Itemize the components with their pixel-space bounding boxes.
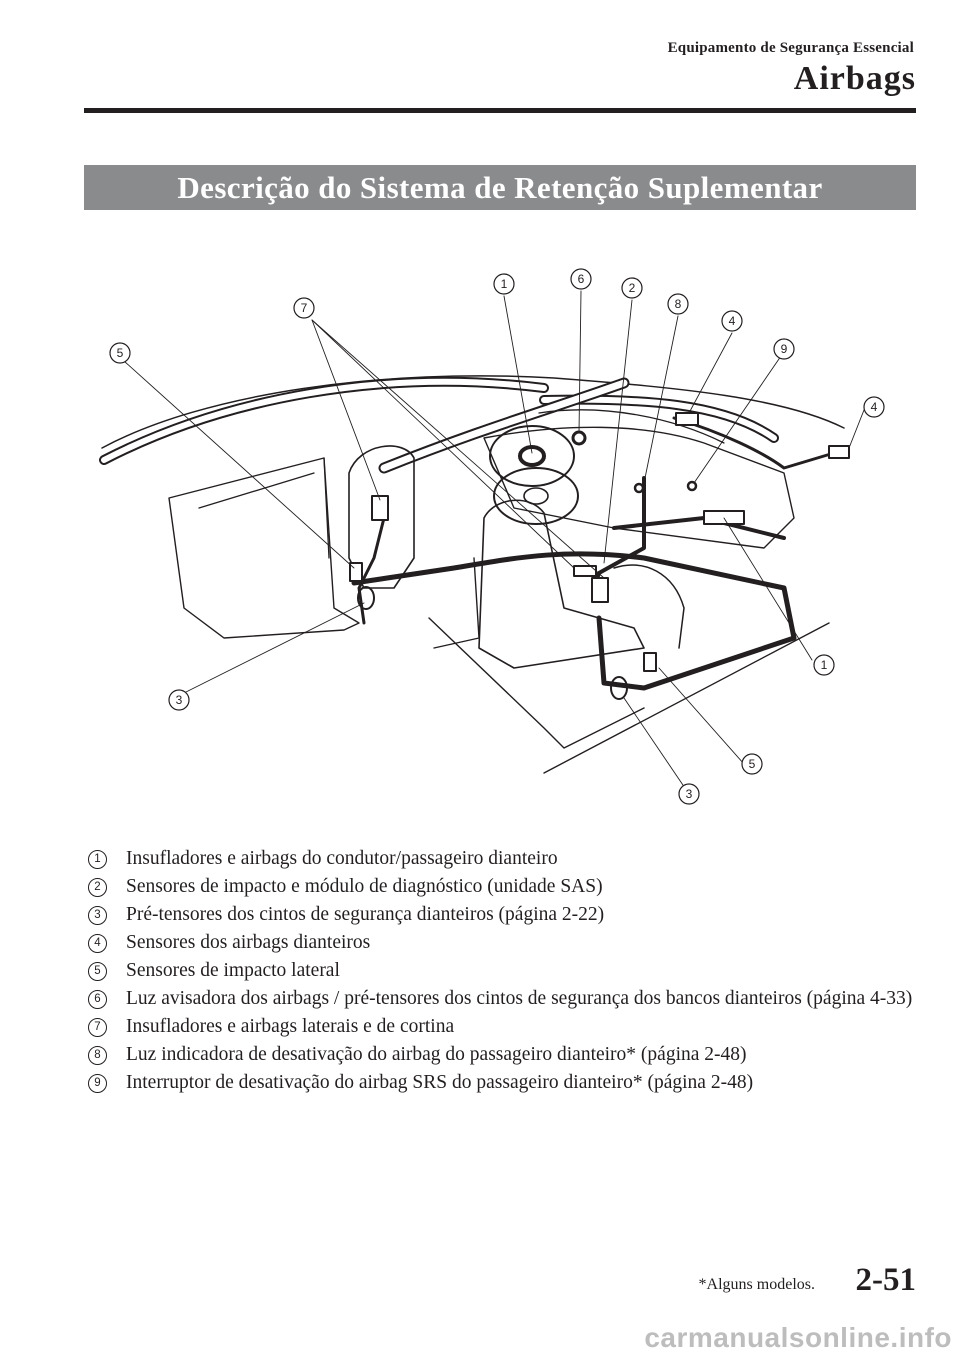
legend-text: Sensores de impacto e módulo de diagnóstico (unidade SAS) xyxy=(126,876,603,897)
legend-item xyxy=(88,873,918,901)
callout-5-bottom: 5 xyxy=(748,757,756,771)
rear-door-outline xyxy=(169,458,359,638)
legend-number: 3 xyxy=(88,906,107,925)
steering-wheel-pass xyxy=(494,468,578,524)
legend-number: 4 xyxy=(88,934,107,953)
rear-window xyxy=(199,473,314,508)
callout-2: 2 xyxy=(628,281,636,295)
page-title: Airbags xyxy=(793,60,916,97)
right-harness xyxy=(614,518,784,538)
side-sensor-right xyxy=(644,653,656,671)
callout-7: 7 xyxy=(300,301,308,315)
legend-item xyxy=(88,1069,918,1097)
watermark: carmanualsonline.info xyxy=(644,1322,952,1353)
legend-text: Pré-tensores dos cintos de segurança dianteiros (página 2-22) xyxy=(126,904,605,925)
callout-8: 8 xyxy=(674,297,682,311)
legend-number: 7 xyxy=(88,1018,107,1037)
legend-number: 6 xyxy=(88,990,107,1009)
steering-wheel-driver xyxy=(490,426,574,486)
legend-text: Sensores dos airbags dianteiros xyxy=(126,932,371,953)
roof-rail-inner xyxy=(104,382,544,460)
callout-4-right: 4 xyxy=(870,400,878,414)
callout-5-top: 5 xyxy=(116,346,124,360)
srs-diagram xyxy=(84,228,916,828)
legend-item xyxy=(88,1041,918,1069)
callout-9: 9 xyxy=(780,342,788,356)
legend-item xyxy=(88,1013,918,1041)
section-banner xyxy=(84,165,916,210)
legend-number: 2 xyxy=(88,878,107,897)
legend-number: 8 xyxy=(88,1046,107,1065)
legend-number: 5 xyxy=(88,962,107,981)
legend-number: 1 xyxy=(88,850,107,869)
legend-text: Sensores de impacto lateral xyxy=(126,960,340,981)
callout-6: 6 xyxy=(577,272,585,286)
a-pillar-inner xyxy=(384,383,624,468)
legend-text: Insufladores e airbags laterais e de cortina xyxy=(126,1016,455,1037)
legend-text: Insufladores e airbags do condutor/passageiro dianteiro xyxy=(126,848,558,869)
legend-item xyxy=(88,929,918,957)
legend-text: Luz avisadora dos airbags / pré-tensores dos cintos de segurança dos bancos dianteiros (página 4-33) xyxy=(126,988,913,1009)
sas-unit xyxy=(704,511,744,524)
callout-1-top: 1 xyxy=(500,277,508,291)
header-rule xyxy=(84,108,916,113)
center-harness xyxy=(594,478,644,588)
legend-list xyxy=(88,845,918,1097)
footnote: *Alguns modelos. xyxy=(698,1276,815,1293)
right-seat-back xyxy=(614,565,684,648)
callout-3-left: 3 xyxy=(175,693,183,707)
page-number: 2-51 xyxy=(855,1262,916,1298)
legend-text: Interruptor de desativação do airbag SRS do passageiro dianteiro* (página 2-48) xyxy=(126,1072,754,1093)
callout-4-top: 4 xyxy=(728,314,736,328)
sill-line xyxy=(544,623,829,773)
legend-item xyxy=(88,957,918,985)
sensor-front-left xyxy=(676,413,698,425)
legend-item xyxy=(88,985,918,1013)
side-airbag-right xyxy=(592,578,608,602)
sensor-front-right xyxy=(829,446,849,458)
legend-number: 9 xyxy=(88,1074,107,1093)
header-section: Equipamento de Segurança Essencial xyxy=(667,40,914,56)
legend-text: Luz indicadora de desativação do airbag do passageiro dianteiro* (página 2-48) xyxy=(126,1044,747,1065)
banner-title: Descrição do Sistema de Retenção Suplementar xyxy=(177,169,823,205)
callout-1-right: 1 xyxy=(820,658,828,672)
callout-3-bottom: 3 xyxy=(685,787,693,801)
legend-item xyxy=(88,901,918,929)
legend-item xyxy=(88,845,918,873)
